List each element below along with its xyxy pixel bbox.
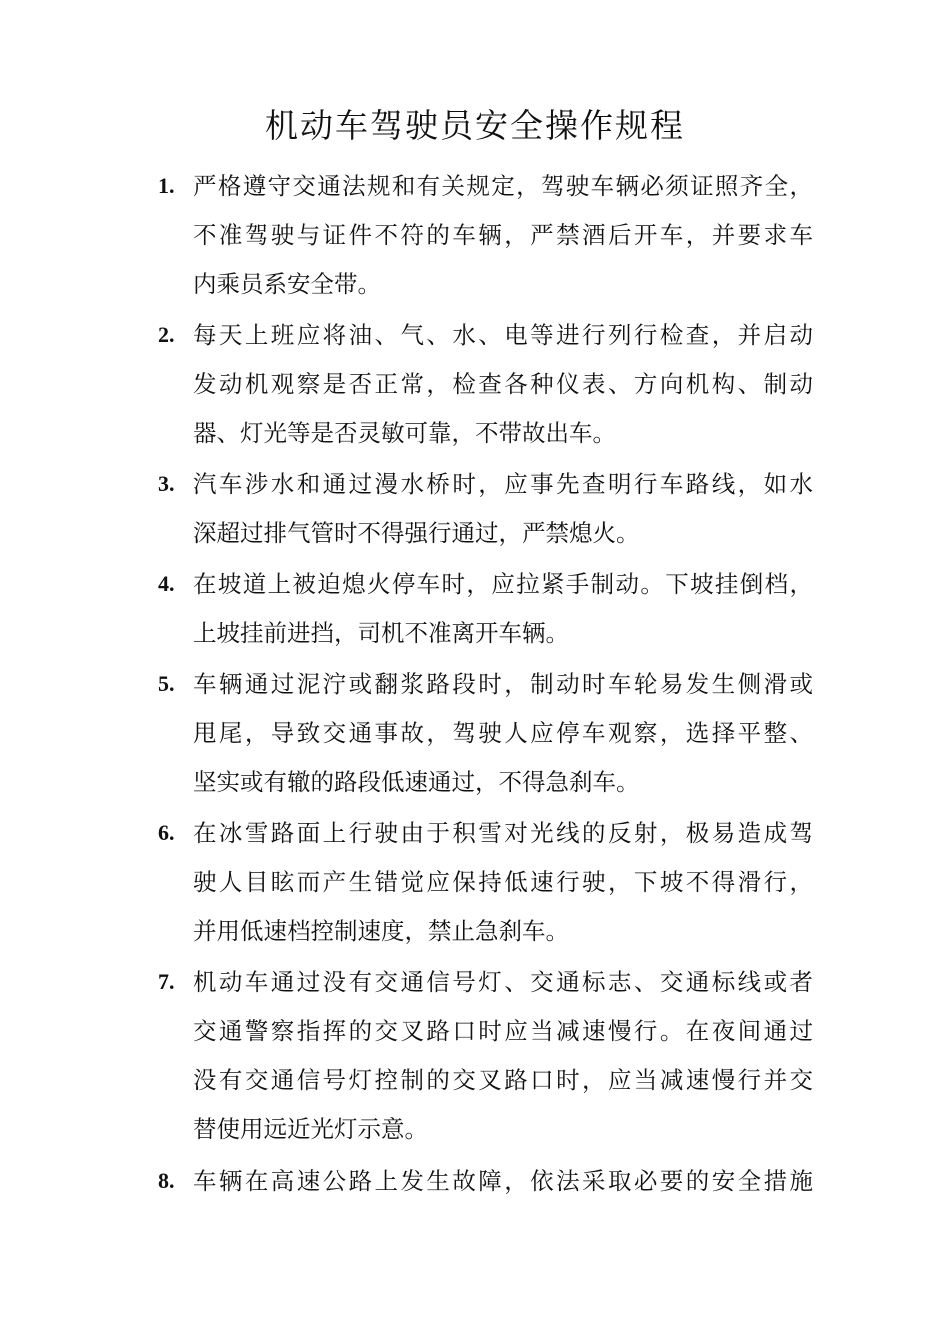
item-text-line: 不准驾驶与证件不符的车辆，严禁酒后开车，并要求车 [193, 221, 813, 249]
item-text-line: 汽车涉水和通过漫水桥时，应事先查明行车路线，如水 [193, 470, 813, 498]
item-number: 4. [158, 571, 175, 596]
item-text-line: 没有交通信号灯控制的交叉路口时，应当减速慢行并交 [193, 1066, 813, 1094]
item-text-line: 每天上班应将油、气、水、电等进行列行检查，并启动 [193, 321, 813, 349]
item-text-line: 坚实或有辙的路段低速通过，不得急刹车。 [193, 768, 640, 796]
item-text-line: 并用低速档控制速度，禁止急刹车。 [193, 917, 569, 945]
item-text-line: 器、灯光等是否灵敏可靠，不带故出车。 [193, 419, 616, 447]
item-number: 2. [158, 322, 175, 347]
item-text-line: 深超过排气管时不得强行通过，严禁熄火。 [193, 519, 640, 547]
document-title: 机动车驾驶员安全操作规程 [265, 106, 685, 145]
item-text-line: 在冰雪路面上行驶由于积雪对光线的反射，极易造成驾 [193, 819, 813, 847]
item-text-line: 内乘员系安全带。 [193, 270, 381, 298]
item-text-line: 发动机观察是否正常，检查各种仪表、方向机构、制动 [193, 370, 813, 398]
item-text-line: 替使用远近光灯示意。 [193, 1115, 428, 1143]
item-number: 5. [158, 671, 175, 696]
item-text-line: 在坡道上被迫熄火停车时，应拉紧手制动。下坡挂倒档， [193, 570, 813, 598]
item-number: 7. [158, 969, 175, 994]
item-text-line: 驶人目眩而产生错觉应保持低速行驶，下坡不得滑行， [193, 868, 813, 896]
item-number: 6. [158, 820, 175, 845]
item-text-line: 机动车通过没有交通信号灯、交通标志、交通标线或者 [193, 968, 813, 996]
item-number: 8. [158, 1168, 175, 1193]
item-text-line: 甩尾，导致交通事故，驾驶人应停车观察，选择平整、 [193, 719, 813, 747]
item-text-line: 车辆通过泥泞或翻浆路段时，制动时车轮易发生侧滑或 [193, 670, 813, 698]
item-text-line: 交通警察指挥的交叉路口时应当减速慢行。在夜间通过 [193, 1017, 813, 1045]
item-text-line: 车辆在高速公路上发生故障，依法采取必要的安全措施 [193, 1167, 813, 1195]
item-number: 3. [158, 471, 175, 496]
item-text-line: 严格遵守交通法规和有关规定，驾驶车辆必须证照齐全， [193, 172, 813, 200]
item-text-line: 上坡挂前进挡，司机不准离开车辆。 [193, 619, 569, 647]
item-number: 1. [158, 173, 175, 198]
